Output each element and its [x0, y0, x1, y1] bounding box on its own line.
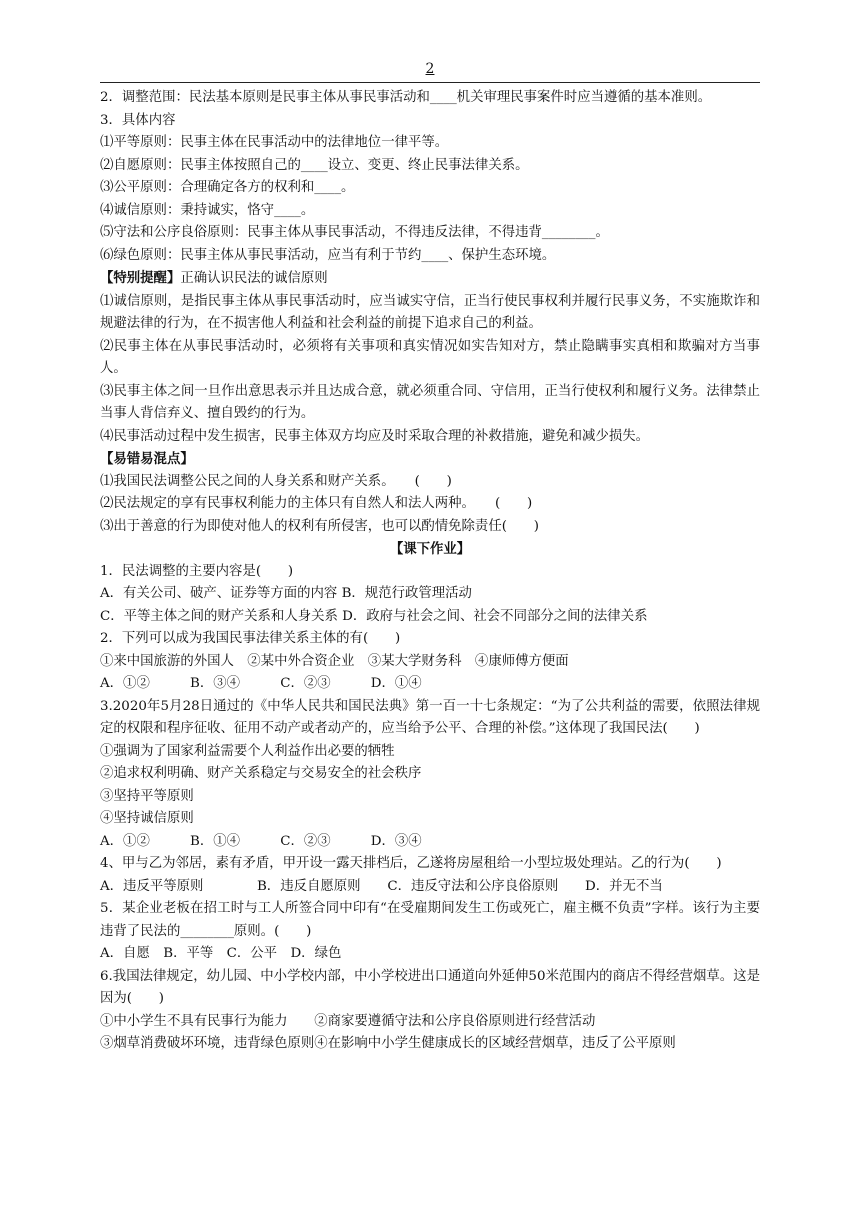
option-line: ②追求权利明确、财产关系稳定与交易安全的社会秩序 [100, 766, 422, 781]
option-line: ④坚持诚信原则 [100, 811, 194, 826]
text-line: 3．具体内容 [100, 112, 176, 128]
option-line: ①中小学生不具有民事行为能力 ②商家要遵循守法和公序良俗原则进行经营活动 [100, 1013, 596, 1029]
option-line: ③烟草消费破坏环境，违背绿色原则④在影响中小学生健康成长的区域经营烟草，违反了公平原则 [100, 1036, 676, 1051]
text-line: ⑷诚信原则：秉持诚实，恪守____。 [100, 202, 315, 218]
homework-heading: 【课下作业】 [389, 541, 471, 557]
header-rule [100, 82, 760, 83]
reminder-item: ⑴诚信原则，是指民事主体从事民事活动时，应当诚实守信，正当行使民事权利并履行民事义务，不实施欺诈和规避法律的行为，在不损害他人利益和社会利益的前提下追求自己的利益。 [100, 293, 760, 331]
question-line: 4、甲与乙为邻居，素有矛盾，甲开设一露天排档后，乙遂将房屋租给一小型垃圾处理站。乙的行为( ) [100, 856, 722, 871]
reminder-item: ⑶民事主体之间一旦作出意思表示并且达成合意，就必须重合同、守信用，正当行使权利和履行义务。法律禁止当事人背信弃义、擅自毁约的行为。 [100, 383, 760, 421]
option-line: ③坚持平等原则 [100, 788, 194, 804]
option-line: C．平等主体之间的财产关系和人身关系 D．政府与社会之间、社会不同部分之间的法律关系 [100, 608, 648, 624]
question-line: 2．下列可以成为我国民事法律关系主体的有( ) [100, 631, 401, 646]
option-line: A．违反平等原则 B．违反自愿原则 C．违反守法和公序良俗原则 D．并无不当 [100, 878, 663, 894]
reminder-heading [100, 267, 760, 291]
reminder-title: 【特别提醒】 [100, 270, 181, 286]
question-line: 3.2020年5月28日通过的《中华人民共和国民法典》第一百一十七条规定：“为了公共利益的需要，依照法律规定的权限和程序征收、征用不动产或者动产的，应当给予公平、合理的补偿。”这体现了我国民法( ) [100, 698, 760, 736]
option-line: ①来中国旅游的外国人 ②某中外合资企业 ③某大学财务科 ④康师傅方便面 [100, 653, 569, 669]
mistake-item: ⑴我国民法调整公民之间的人身关系和财产关系。 ( ) [100, 473, 452, 489]
text-line: ⑶公平原则：合理确定各方的权利和____。 [100, 180, 355, 195]
question-line: 6.我国法律规定，幼儿园、中小学校内部，中小学校进出口通道向外延伸50米范围内的商店不得经营烟草。这是因为( ) [100, 968, 760, 1006]
mistakes-heading: 【易错易混点】 [100, 451, 194, 467]
text-line: 2．调整范围：民法基本原则是民事主体从事民事活动和____机关审理民事案件时应当遵循的基本准则。 [100, 90, 712, 105]
text-line: ⑹绿色原则：民事主体从事民事活动，应当有利于节约____、保护生态环境。 [100, 247, 556, 263]
reminder-item: ⑵民事主体在从事民事活动时，必须将有关事项和真实情况如实告知对方，禁止隐瞒事实真相和欺骗对方当事人。 [100, 338, 760, 376]
option-line: A．有关公司、破产、证券等方面的内容 B．规范行政管理活动 [100, 586, 472, 601]
mistake-item: ⑶出于善意的行为即使对他人的权利有所侵害，也可以酌情免除责任( ) [100, 518, 539, 534]
reminder-item: ⑷民事活动过程中发生损害，民事主体双方均应及时采取合理的补救措施，避免和减少损失。 [100, 428, 650, 444]
document-page [100, 60, 760, 1056]
text-line: ⑵自愿原则：民事主体按照自己的____设立、变更、终止民事法律关系。 [100, 157, 529, 173]
page-number: 2 [425, 61, 435, 77]
text-line: ⑴平等原则：民事主体在民事活动中的法律地位一律平等。 [100, 135, 449, 150]
mistake-item: ⑵民法规定的享有民事权利能力的主体只有自然人和法人两种。 ( ) [100, 496, 533, 511]
question-line: 5．某企业老板在招工时与工人所签合同中印有“在受雇期间发生工伤或死亡，雇主概不负责”字样。该行为主要违背了民法的________原则。( ) [100, 901, 760, 939]
document-body [100, 87, 760, 1056]
option-line: A．①② B．①④ C．②③ D．③④ [100, 833, 422, 849]
question-line: 1．民法调整的主要内容是( ) [100, 563, 294, 579]
option-line: A．自愿 B．平等 C．公平 D．绿色 [100, 946, 342, 961]
reminder-subtitle: 正确认识民法的诚信原则 [180, 271, 328, 286]
option-line: ①强调为了国家利益需要个人利益作出必要的牺牲 [100, 743, 395, 759]
text-line: ⑸守法和公序良俗原则：民事主体从事民事活动，不得违反法律，不得违背________。 [100, 225, 609, 240]
option-line: A．①② B．③④ C．②③ D．①④ [100, 676, 422, 691]
